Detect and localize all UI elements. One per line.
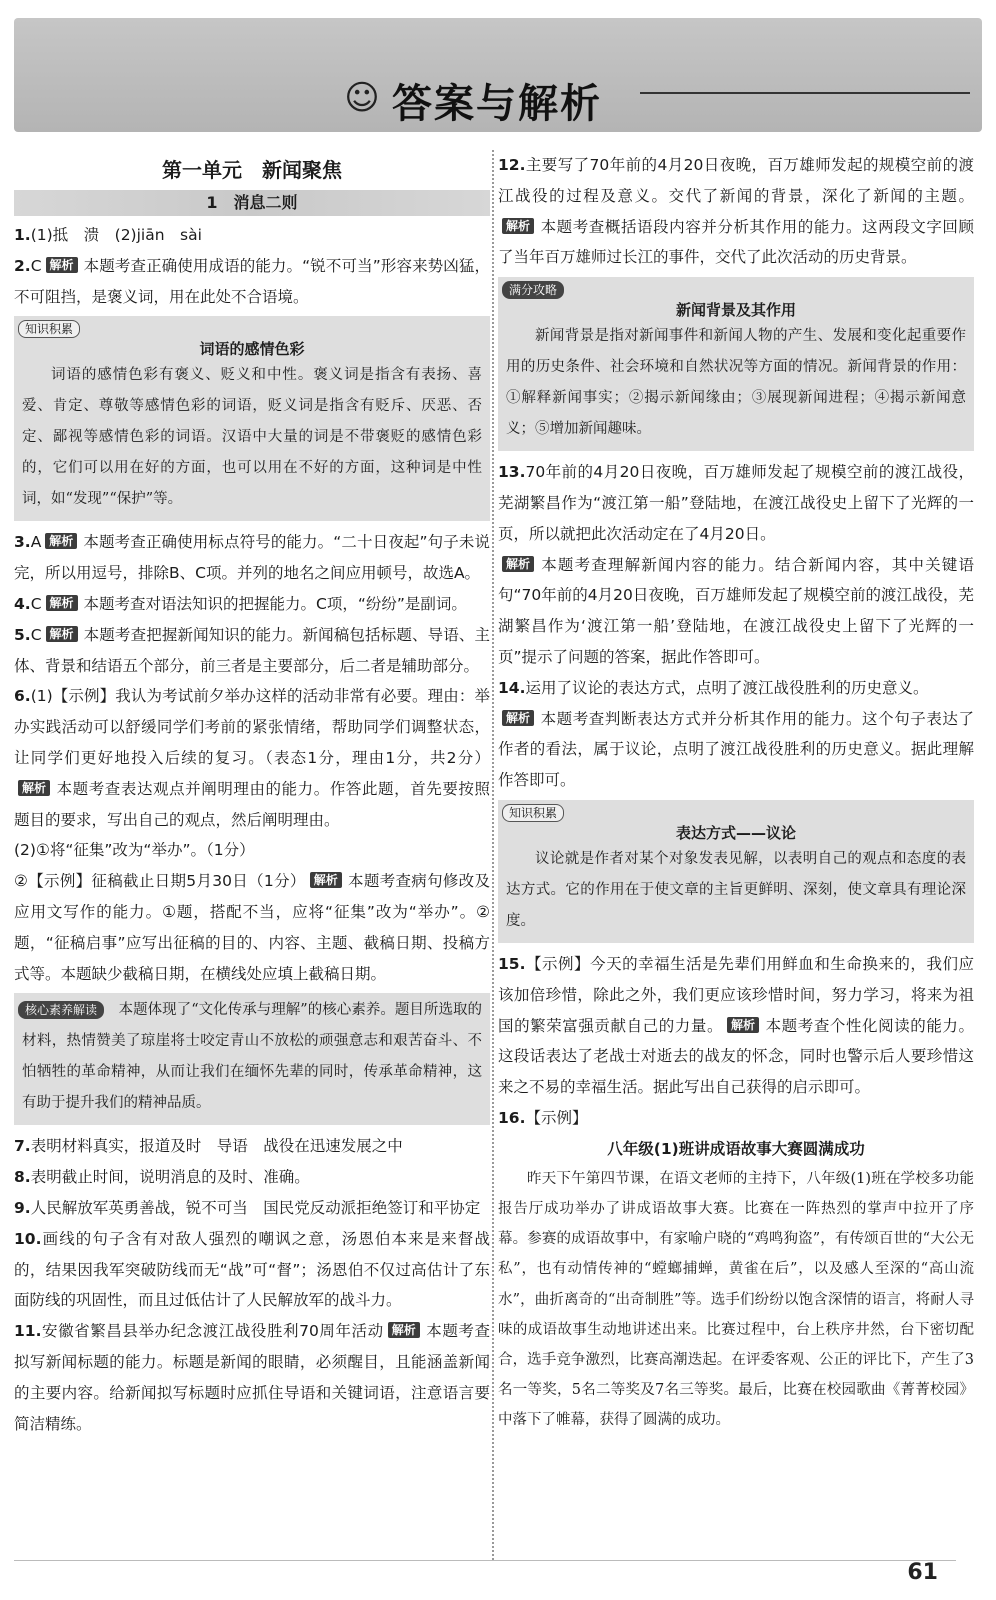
knowledge-box (14, 316, 490, 521)
answer-text: (1)抵 溃 (2)jiān sài (30, 226, 202, 244)
answer-number: 7. (14, 1137, 31, 1156)
core-tag: 核心素养解读 (18, 1001, 104, 1019)
box-text: 新闻背景是指对新闻事件和新闻人物的产生、发展和变化起重要作用的历史条件、社会环境和自然状况等方面的情况。新闻背景的作用：①解释新闻事实；②揭示新闻缘由；③展现新闻进程；④揭示新闻意义；⑤增加新闻趣味。 (506, 328, 966, 438)
answer-text: 【示例】今天的幸福生活是先辈们用鲜血和生命换来的，我们应该加倍珍惜，除此之外，我们更应该珍惜时间，努力学习，将来为祖国的繁荣富强贡献自己的力量。 (498, 954, 974, 1035)
answer-text: 画线的句子含有对敌人强烈的嘲讽之意，汤恩伯本来是来督战的，结果因我军突破防线而无“战”可“督”；汤恩伯不仅过高估计了东面防线的巩固性，而且过低估计了人民解放军的战斗力。 (14, 1229, 490, 1310)
unit-title: 第一单元 新闻聚焦 (162, 158, 342, 182)
answer-number: 12. (498, 156, 526, 174)
knowledge-tag: 知识积累 (18, 320, 80, 338)
analysis-tag: 解析 (46, 257, 78, 273)
analysis-tag: 解析 (388, 1322, 420, 1338)
answer-text: 本题考查判断表达方式并分析其作用的能力。这个句子表达了作者的看法，属于议论，点明了渡江战役胜利的历史意义。据此理解作答即可。 (498, 709, 974, 790)
answer-number: 14. (498, 678, 526, 697)
knowledge-tag: 知识积累 (502, 804, 564, 822)
box-text: 词语的感情色彩有褒义、贬义和中性。褒义词是指含有表扬、喜爱、肯定、尊敬等感情色彩的词语，贬义词是指含有贬斥、厌恶、否定、鄙视等感情色彩的词语。汉语中大量的词是不带褒贬的感情色彩的，它们可以用在好的方面，也可以用在不好的方面，这种词是中性词，如“发现”“保护”等。 (22, 367, 482, 508)
analysis-tag: 解析 (46, 626, 78, 642)
answer-item (14, 1131, 490, 1162)
answer-choice: C (30, 256, 42, 275)
answer-number: 6. (14, 687, 31, 706)
answer-item (14, 589, 490, 620)
answer-item (14, 681, 490, 835)
answer-text: 本题考查理解新闻内容的能力。结合新闻内容，其中关键语句“70年前的4月20日夜晚，百万雄师发起了规模空前的渡江战役，芜湖繁昌作为‘渡江第一船’登陆地，在渡江战役史上留下了光辉的一页”提示了问题的答案，据此作答即可。 (498, 555, 974, 666)
left-column (14, 150, 490, 1439)
answer-text: 本题考查对语法知识的把握能力。C项，“纷纷”是副词。 (83, 594, 467, 613)
page-title: 答案与解析 (392, 81, 602, 127)
answer-text: 本题考查概括语段内容并分析其作用的能力。这两段文字回顾了当年百万雄师过长江的事件，交代了此次活动的历史背景。 (498, 217, 974, 267)
answer-number: 15. (498, 954, 526, 973)
answer-item (498, 150, 974, 273)
page-number: 61 (907, 1560, 938, 1585)
answer-number: 9. (14, 1198, 31, 1217)
answer-item (498, 457, 974, 549)
answer-text: ②【示例】征稿截止日期5月30日（1分） (14, 872, 306, 891)
answer-number: 11. (14, 1322, 42, 1341)
answer-item (14, 1162, 490, 1193)
answer-text: 运用了议论的表达方式，点明了渡江战役胜利的历史意义。 (525, 678, 929, 697)
answer-text: 【示例】 (525, 1108, 588, 1127)
answer-text: 本题考查正确使用标点符号的能力。“二十日夜起”句子未说完，所以用逗号，排除B、C项。并列的地名之间应用顿号，故选A。 (14, 533, 490, 583)
answer-item (14, 1193, 490, 1224)
answer-item (498, 949, 974, 1103)
analysis-tag: 解析 (46, 595, 78, 611)
answer-text: 本题考查正确使用成语的能力。“锐不可当”形容来势凶猛，不可阻挡，是褒义词，用在此处不合语境。 (14, 256, 490, 306)
answer-text: 表明材料真实，报道及时 导语 战役在迅速发展之中 (30, 1137, 403, 1156)
box-text: 议论就是作者对某个对象发表见解，以表明自己的观点和态度的表达方式。它的作用在于使文章的主旨更鲜明、深刻，使文章具有理论深度。 (506, 850, 966, 929)
analysis-tag: 解析 (502, 556, 534, 572)
answer-number: 5. (14, 625, 31, 644)
answer-number: 16. (498, 1108, 526, 1127)
answer-number: 1. (14, 226, 31, 244)
answer-number: 8. (14, 1168, 31, 1187)
answer-item (498, 550, 974, 673)
analysis-tag: 解析 (502, 710, 534, 726)
answer-item (498, 1103, 974, 1134)
box-title: 新闻背景及其作用 (675, 301, 796, 320)
analysis-tag: 解析 (727, 1017, 759, 1033)
answer-text: (1)【示例】我认为考试前夕举办这样的活动非常有必要。理由：举办实践活动可以舒缓同学们考前的紧张情绪，帮助同学们调整状态，让同学们更好地投入后续的复习。（表态1分，理由1分，共2分） (14, 687, 490, 767)
answer-text: 本题考查个性化阅读的能力。这段话表达了老战士对逝去的战友的怀念，同时也警示后人要珍惜这来之不易的幸福生活。据此写出自己获得的启示即可。 (498, 1016, 974, 1097)
answer-choice: C (30, 625, 42, 644)
answer-item (14, 251, 490, 313)
answer-text: 70年前的4月20日夜晚，百万雄师发起了规模空前的渡江战役，芜湖繁昌作为“渡江第一船”登陆地，在渡江战役史上留下了光辉的一页，所以就把此次活动定在了4月20日。 (498, 463, 974, 543)
header-rule (640, 92, 970, 94)
answer-text: 本题考查把握新闻知识的能力。新闻稿包括标题、导语、主体、背景和结语五个部分，前三者是主要部分，后二者是辅助部分。 (14, 625, 490, 675)
answer-item (14, 620, 490, 682)
knowledge-box (498, 800, 974, 943)
mascot-icon: ☺ (344, 78, 380, 118)
answer-text: 主要写了70年前的4月20日夜晚，百万雄师发起的规模空前的渡江战役的过程及意义。交代了新闻的背景，深化了新闻的主题。 (498, 156, 974, 205)
core-literacy-box (14, 993, 490, 1125)
answer-item (14, 1224, 490, 1316)
analysis-tag: 解析 (502, 218, 534, 234)
footer-rule (14, 1560, 956, 1561)
article-title: 八年级(1)班讲成语故事大赛圆满成功 (607, 1139, 865, 1158)
right-column (498, 150, 974, 1436)
answer-item (498, 673, 974, 704)
answer-choice: A (30, 533, 42, 552)
answer-item (14, 220, 490, 251)
strategy-tag: 满分攻略 (502, 281, 564, 299)
answer-text: 表明截止时间，说明消息的及时、准确。 (30, 1168, 310, 1187)
answer-text: 本题考查病句修改及应用文写作的能力。①题，搭配不当，应将“征集”改为“举办”。②题，“征稿启事”应写出征稿的目的、内容、主题、截稿日期、投稿方式等。本题缺少截稿日期，在横线处应填上截稿日期。 (14, 872, 490, 983)
analysis-tag: 解析 (18, 780, 50, 796)
box-title: 词语的感情色彩 (199, 340, 305, 359)
strategy-box (498, 277, 974, 451)
answer-item (14, 527, 490, 589)
answer-item (14, 866, 490, 989)
answer-number: 13. (498, 463, 526, 482)
answer-number: 3. (14, 533, 31, 552)
answer-item (498, 704, 974, 796)
column-divider (492, 150, 494, 1560)
box-text-content: 本题体现了“文化传承与理解”的核心素养。题目所选取的材料，热情赞美了琼崖将士咬定青山不放松的顽强意志和艰苦奋斗、不怕牺牲的革命精神，从而让我们在缅怀先辈的同时，传承革命精神，这有助于提升我们的精神品质。 (22, 1002, 483, 1112)
answer-item (14, 1316, 490, 1439)
box-title: 表达方式——议论 (675, 823, 796, 842)
answer-text: 本题考查表达观点并阐明理由的能力。作答此题，首先要按照题目的要求，写出自己的观点，然后阐明理由。 (14, 779, 490, 829)
answer-number: 10. (14, 1229, 42, 1248)
analysis-tag: 解析 (45, 533, 77, 549)
analysis-tag: 解析 (310, 872, 342, 888)
answer-text: 本题考查拟写新闻标题的能力。标题是新闻的眼睛，必须醒目，且能涵盖新闻的主要内容。给新闻拟写标题时应抓住导语和关键词语，注意语言要简洁精练。 (14, 1322, 490, 1433)
lesson-title: 1 消息二则 (14, 190, 490, 216)
answer-text: 安徽省繁昌县举办纪念渡江战役胜利70周年活动 (41, 1322, 384, 1341)
answer-choice: C (30, 594, 42, 613)
answer-text: 人民解放军英勇善战，锐不可当 国民党反动派拒绝签订和平协定 (30, 1198, 481, 1217)
article-text: 昨天下午第四节课，在语文老师的主持下，八年级(1)班在学校多功能报告厅成功举办了讲成语故事大赛。比赛在一阵热烈的掌声中拉开了序幕。参赛的成语故事中，有家喻户晓的“鸡鸣狗盗”，有传颂百世的“大公无私”，也有动情传神的“螳螂捕蝉，黄雀在后”，以及感人至深的“高山流水”，曲折离奇的“出奇制胜”等。选手们纷纷以饱含深情的语言，将耐人寻味的成语故事生动地讲述出来。比赛过程中，台上秩序井然，台下密切配合，选手竞争激烈，比赛高潮迭起。在评委客观、公正的评比下，产生了3名一等奖，5名二等奖及7名三等奖。最后，比赛在校园歌曲《菁菁校园》中落下了帷幕，获得了圆满的成功。 (498, 1170, 974, 1429)
answer-number: 4. (14, 594, 31, 613)
answer-text: (2)①将“征集”改为“举办”。（1分） (14, 841, 255, 860)
answer-number: 2. (14, 256, 31, 275)
box-text (22, 995, 482, 1119)
